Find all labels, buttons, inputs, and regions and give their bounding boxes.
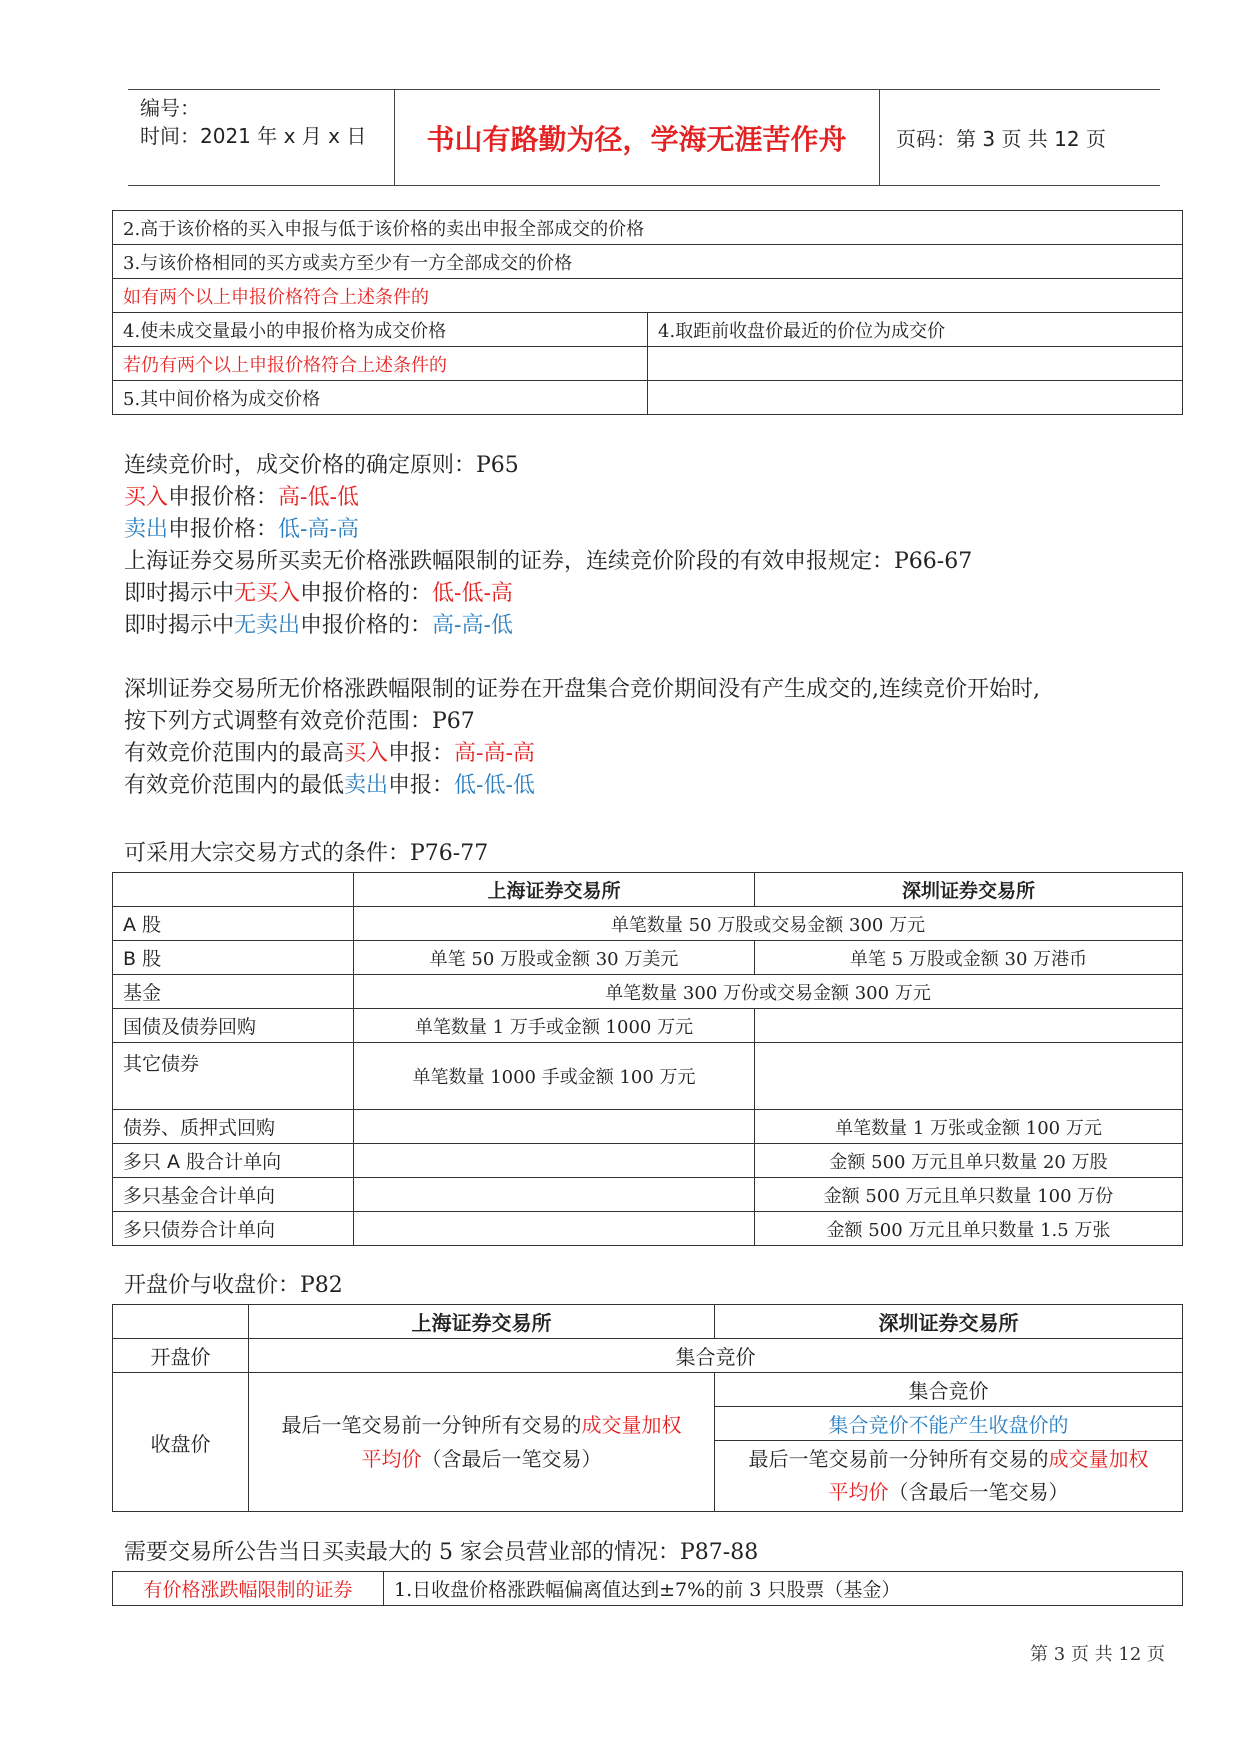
table-row: [113, 1110, 1183, 1144]
table-row: [113, 1212, 1183, 1246]
header-page-number: 页码：第 3 页 共 12 页: [896, 127, 1106, 151]
page-header: [128, 89, 1160, 186]
header-meta: [140, 94, 366, 150]
highlight-text: 成交量加权: [1048, 1447, 1149, 1471]
text-line: [124, 576, 513, 607]
table-cell: 金额 500 万元且单只数量 20 万股: [755, 1144, 1183, 1178]
header-divider: [879, 90, 880, 185]
row-label: 基金: [113, 975, 354, 1009]
table-cell: 单笔 5 万股或金额 30 万港币: [755, 941, 1183, 975]
table-row: [113, 245, 1183, 279]
table-cell: 集合竞价: [249, 1339, 1183, 1373]
table-row: [113, 1178, 1183, 1212]
table-cell: 单笔数量 1 万手或金额 1000 万元: [354, 1009, 755, 1043]
table-row: [113, 1572, 1183, 1606]
table-row: [113, 211, 1183, 245]
text-line: 按下列方式调整有效竞价范围：P67: [124, 709, 475, 734]
text-line: [124, 512, 359, 543]
table-cell: 若仍有两个以上申报价格符合上述条件的: [113, 347, 648, 381]
text-span: 申报价格：: [168, 517, 279, 542]
table-cell: [715, 1441, 1183, 1512]
page-footer: 第 3 页 共 12 页: [1030, 1644, 1165, 1665]
row-label: 开盘价: [113, 1339, 249, 1373]
text-span: 申报价格：: [168, 485, 279, 510]
section-title: 需要交易所公告当日买卖最大的 5 家会员营业部的情况：P87-88: [124, 1540, 759, 1565]
text-span: 申报：: [388, 741, 455, 766]
highlight-text: 高-低-低: [278, 485, 359, 510]
header-time: 时间：2021 年 x 月 x 日: [140, 124, 367, 148]
highlight-text: 低-高-高: [278, 517, 359, 542]
highlight-text: 无买入: [234, 581, 301, 606]
highlight-text: 卖出: [124, 517, 169, 542]
table-cell: [249, 1373, 715, 1512]
price-rule-table: [112, 210, 1183, 415]
highlight-text: 低-低-高: [432, 581, 513, 606]
text-line: [124, 736, 535, 767]
table-row: [113, 1144, 1183, 1178]
section-title: 可采用大宗交易方式的条件：P76-77: [124, 841, 489, 866]
text-span: 申报价格的：: [300, 581, 433, 606]
column-header: 深圳证券交易所: [715, 1305, 1183, 1339]
highlight-text: 买入: [124, 485, 169, 510]
table-row: [113, 975, 1183, 1009]
table-cell: 集合竞价: [715, 1373, 1183, 1407]
table-row: [113, 279, 1183, 313]
table-cell: 金额 500 万元且单只数量 1.5 万张: [755, 1212, 1183, 1246]
table-cell: 5.其中间价格为成交价格: [113, 381, 648, 415]
column-header: 上海证券交易所: [249, 1305, 715, 1339]
table-cell: [648, 381, 1183, 415]
row-label: A 股: [113, 907, 354, 941]
row-label: 多只债券合计单向: [113, 1212, 354, 1246]
text-span: 有效竞价范围内的最低: [124, 773, 345, 798]
row-label: 收盘价: [113, 1373, 249, 1512]
table-cell: [354, 1178, 755, 1212]
text-span: 最后一笔交易前一分钟所有交易的: [281, 1413, 582, 1437]
table-cell: 单笔 50 万股或金额 30 万美元: [354, 941, 755, 975]
section-title: 连续竞价时，成交价格的确定原则：P65: [124, 453, 519, 478]
table-row: [113, 313, 1183, 347]
table-cell: [354, 1110, 755, 1144]
table-row: [113, 907, 1183, 941]
table-cell: [113, 1305, 249, 1339]
column-header: 上海证券交易所: [354, 873, 755, 907]
table-cell: 单笔数量 1000 手或金额 100 万元: [354, 1043, 755, 1110]
table-cell: [755, 1009, 1183, 1043]
text-span: 最后一笔交易前一分钟所有交易的: [748, 1447, 1049, 1471]
row-label: 有价格涨跌幅限制的证券: [113, 1572, 384, 1606]
row-label: 其它债券: [113, 1043, 354, 1110]
row-label: 国债及债券回购: [113, 1009, 354, 1043]
text-span: （含最后一笔交易）: [888, 1480, 1069, 1504]
text-line: [124, 480, 359, 511]
highlight-text: 高-高-低: [432, 613, 513, 638]
highlight-text: 无卖出: [234, 613, 301, 638]
table-cell: [354, 1212, 755, 1246]
text-line: 深圳证券交易所无价格涨跌幅限制的证券在开盘集合竞价期间没有产生成交的,连续竞价开始时,: [124, 677, 1040, 702]
text-span: 申报：: [388, 773, 455, 798]
table-cell: [648, 347, 1183, 381]
table-cell: 金额 500 万元且单只数量 100 万份: [755, 1178, 1183, 1212]
disclosure-table: [112, 1571, 1183, 1606]
table-cell: 3.与该价格相同的买方或卖方至少有一方全部成交的价格: [113, 245, 1183, 279]
header-number: 编号：: [140, 96, 200, 120]
table-row: [113, 941, 1183, 975]
table-cell: 1.日收盘价格涨跌幅偏离值达到±7%的前 3 只股票（基金）: [384, 1572, 1183, 1606]
table-cell: 如有两个以上申报价格符合上述条件的: [113, 279, 1183, 313]
table-row: [113, 347, 1183, 381]
table-cell: 4.取距前收盘价最近的价位为成交价: [648, 313, 1183, 347]
text-line: 上海证券交易所买卖无价格涨跌幅限制的证券，连续竞价阶段的有效申报规定：P66-67: [124, 549, 973, 574]
table-cell: 2.高于该价格的买入申报与低于该价格的卖出申报全部成交的价格: [113, 211, 1183, 245]
table-cell: 单笔数量 1 万张或金额 100 万元: [755, 1110, 1183, 1144]
row-label: 债券、质押式回购: [113, 1110, 354, 1144]
highlight-text: 买入: [344, 741, 389, 766]
row-label: 多只基金合计单向: [113, 1178, 354, 1212]
row-label: B 股: [113, 941, 354, 975]
text-line: [124, 608, 513, 639]
table-row: [113, 1009, 1183, 1043]
table-row: [113, 1043, 1183, 1110]
table-cell: 单笔数量 50 万股或交易金额 300 万元: [354, 907, 1183, 941]
text-span: 即时揭示中: [124, 613, 235, 638]
table-cell: [354, 1144, 755, 1178]
text-line: [124, 768, 535, 799]
header-motto: 书山有路勤为径，学海无涯苦作舟: [426, 122, 847, 156]
column-header: 深圳证券交易所: [755, 873, 1183, 907]
table-cell: [755, 1043, 1183, 1110]
table-row: [113, 1373, 1183, 1407]
table-row: [113, 1339, 1183, 1373]
text-span: 有效竞价范围内的最高: [124, 741, 345, 766]
highlight-text: 高-高-高: [454, 741, 535, 766]
text-span: （含最后一笔交易）: [421, 1447, 602, 1471]
text-span: 即时揭示中: [124, 581, 235, 606]
highlight-text: 平均价: [828, 1480, 889, 1504]
row-label: 多只 A 股合计单向: [113, 1144, 354, 1178]
table-header-row: [113, 1305, 1183, 1339]
highlight-text: 平均价: [361, 1447, 422, 1471]
table-header-row: [113, 873, 1183, 907]
highlight-text: 卖出: [344, 773, 389, 798]
highlight-text: 成交量加权: [581, 1413, 682, 1437]
block-trade-table: [112, 872, 1183, 1246]
text-span: 申报价格的：: [300, 613, 433, 638]
open-close-table: [112, 1304, 1183, 1512]
table-cell: 单笔数量 300 万份或交易金额 300 万元: [354, 975, 1183, 1009]
highlight-text: 低-低-低: [454, 773, 535, 798]
table-cell: 集合竞价不能产生收盘价的: [715, 1407, 1183, 1441]
table-row: [113, 381, 1183, 415]
table-cell: 4.使未成交量最小的申报价格为成交价格: [113, 313, 648, 347]
section-title: 开盘价与收盘价：P82: [124, 1273, 343, 1298]
table-cell: [113, 873, 354, 907]
